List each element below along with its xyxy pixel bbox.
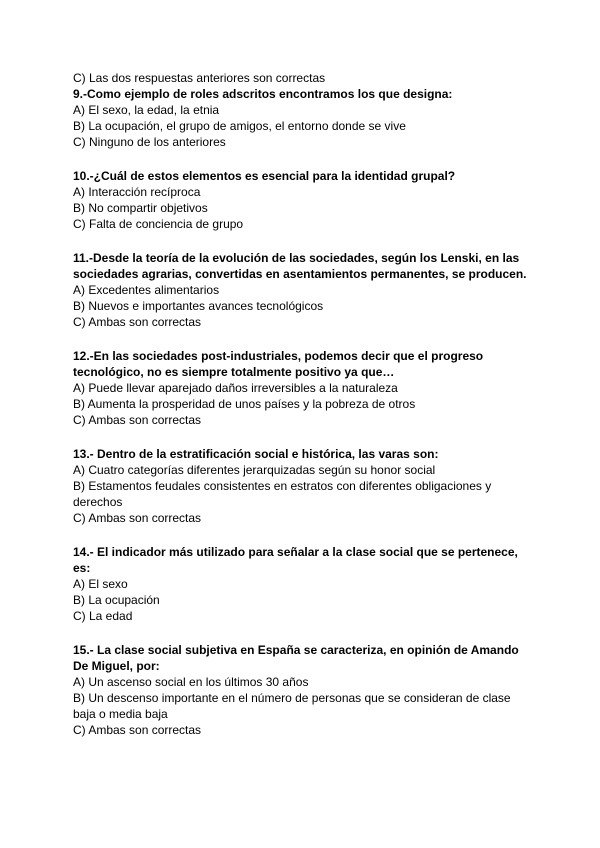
- question-11: [73, 250, 533, 330]
- question-title: 12.-En las sociedades post-industriales, podemos decir que el progreso tecnológico, no es siempre totalmente positivo ya que…: [73, 349, 484, 379]
- option-a: A) El sexo: [73, 577, 128, 591]
- option-c: C) Ambas son correctas: [73, 723, 202, 737]
- option-c: C) La edad: [73, 609, 133, 623]
- option-a: A) Excedentes alimentarios: [73, 283, 220, 297]
- document-page: [73, 70, 533, 756]
- question-title: 9.-Como ejemplo de roles adscritos encontramos los que designa:: [73, 87, 453, 101]
- option-c: C) Ambas son correctas: [73, 511, 202, 525]
- option-c: C) Falta de conciencia de grupo: [73, 217, 244, 231]
- option-c: C) Ambas son correctas: [73, 413, 202, 427]
- question-14: [73, 544, 533, 624]
- option-c: C) Ambas son correctas: [73, 315, 202, 329]
- option-b: B) Nuevos e importantes avances tecnológicos: [73, 299, 324, 313]
- option-c: C) Ninguno de los anteriores: [73, 135, 226, 149]
- question-12: [73, 348, 533, 428]
- option-a: A) Un ascenso social en los últimos 30 años: [73, 675, 309, 689]
- question-10: [73, 168, 533, 232]
- previous-question-option-c: C) Las dos respuestas anteriores son correctas: [73, 71, 326, 85]
- question-title: 14.- El indicador más utilizado para señalar a la clase social que se pertenece, es:: [73, 545, 518, 575]
- option-b: B) Un descenso importante en el número de personas que se consideran de clase baja o media baja: [73, 691, 511, 721]
- question-9: [73, 86, 533, 150]
- option-b: B) Aumenta la prosperidad de unos países y la pobreza de otros: [73, 397, 416, 411]
- question-title: 11.-Desde la teoría de la evolución de las sociedades, según los Lenski, en las sociedades agrarias, convertidas en asentamientos permanentes, se producen.: [73, 251, 527, 281]
- question-15: [73, 642, 533, 738]
- option-b: B) Estamentos feudales consistentes en estratos con diferentes obligaciones y derechos: [73, 479, 492, 509]
- option-a: A) Cuatro categorías diferentes jerarquizadas según su honor social: [73, 463, 436, 477]
- option-a: A) Puede llevar aparejado daños irreversibles a la naturaleza: [73, 381, 398, 395]
- option-b: B) La ocupación, el grupo de amigos, el entorno donde se vive: [73, 119, 406, 133]
- question-title: 10.-¿Cuál de estos elementos es esencial para la identidad grupal?: [73, 169, 456, 183]
- option-b: B) La ocupación: [73, 593, 160, 607]
- question-title: 15.- La clase social subjetiva en España se caracteriza, en opinión de Amando De Miguel, por:: [73, 643, 519, 673]
- question-13: [73, 446, 533, 526]
- question-title: 13.- Dentro de la estratificación social e histórica, las varas son:: [73, 447, 439, 461]
- option-a: A) El sexo, la edad, la etnia: [73, 103, 220, 117]
- option-a: A) Interacción recíproca: [73, 185, 201, 199]
- option-b: B) No compartir objetivos: [73, 201, 208, 215]
